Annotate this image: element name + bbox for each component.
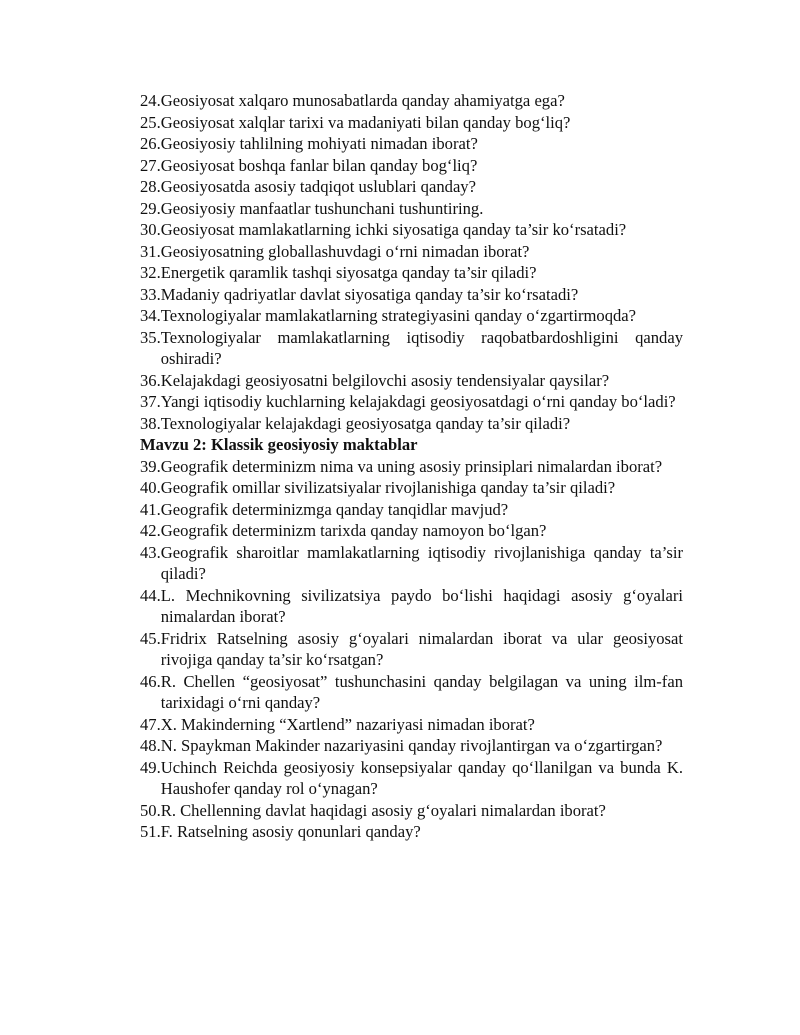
question-item [140,628,683,671]
question-number: 43. [140,542,161,562]
question-number: 46. [140,671,161,691]
question-item [140,155,683,177]
question-text: Geosiyosiy tahlilning mohiyati nimadan iborat? [160,134,478,153]
question-text: X. Makinderning “Xartlend” nazariyasi nimadan iborat? [160,714,535,734]
question-item [140,391,683,413]
question-number: 41. [140,499,161,519]
question-item [140,370,683,392]
question-number: 31. [140,241,161,261]
question-text: Texnologiyalar kelajakdagi geosiyosatga qanday ta’sir qiladi? [160,413,571,433]
question-item [140,90,683,112]
question-item [140,133,683,155]
question-number: 49. [140,757,161,777]
question-text: Geografik omillar sivilizatsiyalar rivojlanishiga qanday ta’sir qiladi? [160,478,616,497]
question-text: Yangi iqtisodiy kuchlarning kelajakdagi geosiyosatdagi o‘rni qanday bo‘ladi? [160,392,676,411]
question-text: Geosiyosat boshqa fanlar bilan qanday bog‘liq? [160,155,478,175]
question-number: 32. [140,263,161,282]
question-item [140,262,683,284]
question-number: 39. [140,456,161,476]
question-text: Geografik determinizm nima va uning asosiy prinsiplari nimalardan iborat? [160,456,663,476]
question-item [140,305,683,327]
question-number: 28. [140,177,161,196]
question-text: N. Spaykman Makinder nazariyasini qanday rivojlantirgan va o‘zgartirgan? [160,736,663,755]
question-number: 29. [140,198,161,218]
question-text: Geosiyosiy manfaatlar tushunchani tushuntiring. [160,198,484,218]
question-item [140,499,683,521]
question-number: 24. [140,91,161,110]
question-item [140,219,683,241]
question-number: 36. [140,370,161,390]
question-item [140,520,683,542]
question-item [140,714,683,736]
question-item [140,585,683,628]
question-text: Texnologiyalar mamlakatlarning strategiyasini qanday o‘zgartirmoqda? [160,306,637,325]
question-item [140,456,683,478]
question-text: Geosiyosat mamlakatlarning ichki siyosatiga qanday ta’sir ko‘rsatadi? [160,220,627,239]
document-page [140,90,683,843]
question-number: 33. [140,284,161,304]
question-item [140,542,683,585]
question-text: Uchinch Reichda geosiyosiy konsepsiyalar qanday qo‘llanilgan va bunda K. Haushofer qanday rol o‘ynagan? [160,757,683,798]
question-number: 27. [140,155,161,175]
question-item [140,112,683,134]
question-number: 48. [140,736,161,755]
question-number: 42. [140,521,161,540]
question-number: 51. [140,822,161,841]
question-number: 25. [140,112,161,132]
question-text: Kelajakdagi geosiyosatni belgilovchi asosiy tendensiyalar qaysilar? [160,370,610,390]
question-text: Geografik determinizm tarixda qanday namoyon bo‘lgan? [160,521,547,540]
question-text: Geosiyosat xalqlar tarixi va madaniyati bilan qanday bog‘liq? [160,112,571,132]
question-item [140,671,683,714]
question-number: 26. [140,134,161,153]
question-text: Geografik determinizmga qanday tanqidlar mavjud? [160,499,509,519]
question-number: 38. [140,413,161,433]
question-number: 45. [140,628,161,648]
question-item [140,477,683,499]
question-number: 40. [140,478,161,497]
question-item [140,735,683,757]
question-number: 34. [140,306,161,325]
question-text: Geografik sharoitlar mamlakatlarning iqtisodiy rivojlanishiga qanday ta’sir qiladi? [160,542,683,583]
question-text: Energetik qaramlik tashqi siyosatga qanday ta’sir qiladi? [160,263,537,282]
question-number: 35. [140,327,161,347]
question-text: Fridrix Ratselning asosiy g‘oyalari nimalardan iborat va ular geosiyosat rivojiga qanday ta’sir ko‘rsatgan? [160,628,683,669]
question-text: Geosiyosat xalqaro munosabatlarda qanday ahamiyatga ega? [160,91,565,110]
question-number: 30. [140,220,161,239]
question-item [140,757,683,800]
question-text: Madaniy qadriyatlar davlat siyosatiga qanday ta’sir ko‘rsatadi? [160,284,579,304]
question-text: L. Mechnikovning sivilizatsiya paydo bo‘lishi haqidagi asosiy g‘oyalari nimalardan iborat? [160,585,683,626]
question-item [140,241,683,263]
question-number: 37. [140,392,161,411]
question-text: R. Chellenning davlat haqidagi asosiy g‘oyalari nimalardan iborat? [160,800,606,820]
question-text: F. Ratselning asosiy qonunlari qanday? [160,822,421,841]
question-text: Geosiyosatning globallashuvdagi o‘rni nimadan iborat? [160,241,530,261]
question-item [140,198,683,220]
question-text: R. Chellen “geosiyosat” tushunchasini qanday belgilagan va uning ilm-fan tarixidagi o‘rni qanday? [160,671,683,712]
question-text: Texnologiyalar mamlakatlarning iqtisodiy raqobatbardoshligini qanday oshiradi? [160,327,683,368]
question-item [140,821,683,843]
question-item [140,327,683,370]
question-number: 50. [140,800,161,820]
question-item [140,284,683,306]
question-number: 44. [140,585,161,605]
question-item [140,800,683,822]
question-text: Geosiyosatda asosiy tadqiqot uslublari qanday? [160,177,476,196]
question-item [140,413,683,435]
question-number: 47. [140,714,161,734]
question-item [140,176,683,198]
section-heading: Mavzu 2: Klassik geosiyosiy maktablar [140,435,418,454]
